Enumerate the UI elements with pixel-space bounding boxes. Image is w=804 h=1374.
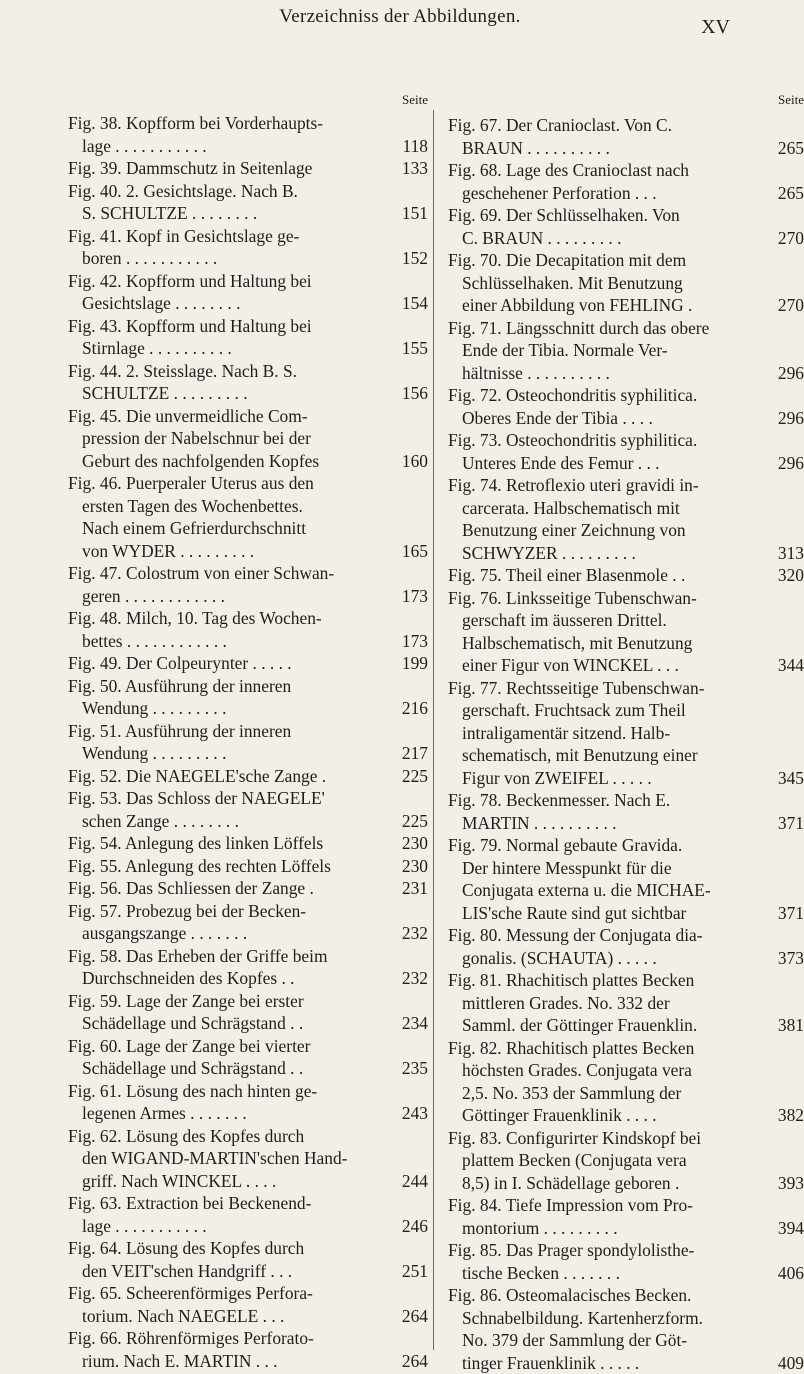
- entry-text-line: Fig. 69. Der Schlüsselhaken. Von: [448, 205, 680, 225]
- entry-text-line: geschehener Perforation . . .: [462, 182, 657, 203]
- entry-text-line: SCHULTZE . . . . . . . . .: [82, 383, 248, 403]
- figure-entry: [448, 924, 804, 969]
- entry-text-line: Fig. 51. Ausführung der inneren: [68, 720, 292, 741]
- entry-text-line: einer Abbildung von FEHLING .: [462, 295, 693, 315]
- entry-text-line: lage . . . . . . . . . . .: [82, 135, 207, 156]
- figure-entry: [68, 157, 428, 180]
- figure-entry: [68, 315, 428, 360]
- entry-text-line: Geburt des nachfolgenden Kopfes: [82, 450, 320, 471]
- figure-entry: [68, 607, 428, 652]
- entry-text-line: Fig. 56. Das Schliessen der Zange .: [68, 878, 314, 898]
- figure-entry: [448, 1037, 804, 1127]
- entry-text-line: Fig. 54. Anlegung des linken Löffels: [68, 833, 324, 853]
- figure-entry: [68, 787, 428, 832]
- entry-page-number: 165: [401, 540, 428, 561]
- figure-entry: [68, 1080, 428, 1125]
- entry-page-number: 243: [401, 1103, 428, 1123]
- entry-page-number: 251: [401, 1260, 428, 1281]
- entry-text-line: Samml. der Göttinger Frauenklin.: [462, 1015, 698, 1035]
- seite-label-right: Seite: [778, 92, 804, 107]
- entry-page-number: 160: [401, 450, 428, 471]
- entry-text-line: Fig. 57. Probezug bei der Becken-: [68, 900, 307, 921]
- entry-page-number: 232: [401, 923, 428, 943]
- figure-entry: [68, 1327, 428, 1372]
- figure-entry: [68, 270, 428, 315]
- figure-entry: [68, 765, 428, 788]
- entry-text-line: boren . . . . . . . . . . .: [82, 248, 218, 268]
- entry-text-line: gerschaft im äusseren Drittel.: [462, 610, 667, 630]
- entry-text-line: bettes . . . . . . . . . . . .: [82, 630, 227, 651]
- entry-text-line: Fig. 47. Colostrum von einer Schwan-: [68, 563, 335, 583]
- entry-text-line: gerschaft. Fruchtsack zum Theil: [462, 700, 686, 720]
- figure-entry: [448, 969, 804, 1037]
- entry-page-number: 371: [777, 902, 804, 923]
- entry-text-line: Fig. 86. Osteomalacisches Becken.: [448, 1285, 692, 1305]
- entry-text-line: SCHWYZER . . . . . . . . .: [462, 542, 636, 563]
- entry-page-number: 235: [401, 1058, 428, 1078]
- entry-text-line: Fig. 62. Lösung des Kopfes durch: [68, 1125, 305, 1146]
- entry-page-number: 133: [401, 158, 428, 178]
- entry-text-line: Fig. 85. Das Prager spondylolisthe-: [448, 1240, 695, 1260]
- figure-entry: [68, 855, 428, 878]
- right-column: [448, 92, 804, 1374]
- entry-text-line: Durchschneiden des Kopfes . .: [82, 968, 295, 988]
- entry-page-number: 393: [777, 1172, 804, 1193]
- figure-entry: [68, 832, 428, 855]
- figure-entry: [448, 1239, 804, 1284]
- entry-page-number: 313: [777, 542, 804, 563]
- entry-text-line: Fig. 38. Kopfform bei Vorderhaupts-: [68, 113, 324, 133]
- entry-text-line: lage . . . . . . . . . . .: [82, 1215, 207, 1236]
- entry-text-line: Schädellage und Schrägstand . .: [82, 1058, 304, 1078]
- entry-page-number: 265: [777, 182, 804, 203]
- entry-text-line: Unteres Ende des Femur . . .: [462, 452, 660, 473]
- entry-text-line: Gesichtslage . . . . . . . .: [82, 293, 241, 313]
- entry-text-line: ersten Tagen des Wochenbettes.: [82, 495, 303, 516]
- entry-page-number: 382: [777, 1105, 804, 1125]
- entry-page-number: 217: [401, 743, 428, 763]
- entry-text-line: Fig. 40. 2. Gesichtslage. Nach B.: [68, 180, 298, 201]
- entry-text-line: LIS'sche Raute sind gut sichtbar: [462, 902, 687, 923]
- entry-text-line: Fig. 78. Beckenmesser. Nach E.: [448, 790, 671, 810]
- entry-page-number: 156: [401, 383, 428, 403]
- figure-entry: [68, 562, 428, 607]
- entry-text-line: Fig. 64. Lösung des Kopfes durch: [68, 1238, 305, 1258]
- entry-page-number: 345: [777, 767, 804, 788]
- figure-entry: [448, 384, 804, 429]
- entry-text-line: S. SCHULTZE . . . . . . . .: [82, 203, 258, 223]
- entry-text-line: Fig. 48. Milch, 10. Tag des Wochen-: [68, 608, 322, 628]
- entry-text-line: einer Figur von WINCKEL . . .: [462, 655, 679, 675]
- entry-text-line: Fig. 77. Rechtsseitige Tubenschwan-: [448, 677, 705, 698]
- entry-text-line: BRAUN . . . . . . . . . .: [462, 137, 610, 158]
- entry-text-line: Fig. 59. Lage der Zange bei erster: [68, 990, 304, 1011]
- entry-page-number: 230: [401, 833, 428, 853]
- entry-page-number: 296: [777, 407, 804, 428]
- entry-text-line: Fig. 49. Der Colpeurynter . . . . .: [68, 653, 292, 673]
- entry-text-line: Fig. 81. Rhachitisch plattes Becken: [448, 970, 695, 990]
- entry-page-number: 155: [401, 338, 428, 358]
- entry-text-line: von WYDER . . . . . . . . .: [82, 540, 255, 561]
- entry-page-number: 371: [777, 812, 804, 833]
- page-number: XV: [701, 16, 730, 38]
- entry-text-line: MARTIN . . . . . . . . . .: [462, 812, 617, 833]
- entry-text-line: hältnisse . . . . . . . . . .: [462, 362, 610, 383]
- figure-entry: [448, 1194, 804, 1239]
- entry-page-number: 225: [401, 810, 428, 831]
- entry-text-line: Fig. 39. Dammschutz in Seitenlage: [68, 158, 313, 178]
- figure-entry: [68, 472, 428, 562]
- entry-text-line: plattem Becken (Conjugata vera: [462, 1150, 687, 1170]
- entry-text-line: Fig. 82. Rhachitisch plattes Becken: [448, 1037, 695, 1058]
- entry-text-line: Fig. 45. Die unvermeidliche Com-: [68, 405, 308, 426]
- entry-text-line: ausgangszange . . . . . . .: [82, 923, 248, 943]
- entry-text-line: Fig. 65. Scheerenförmiges Perfora-: [68, 1283, 313, 1303]
- entry-text-line: Fig. 76. Linksseitige Tubenschwan-: [448, 587, 697, 608]
- left-entry-list: [68, 112, 428, 1372]
- entry-text-line: Fig. 52. Die NAEGELE'sche Zange .: [68, 765, 327, 786]
- figure-entry: [68, 1035, 428, 1080]
- entry-text-line: intraligamentär sitzend. Halb-: [462, 722, 671, 743]
- entry-text-line: Conjugata externa u. die MICHAE-: [462, 880, 711, 900]
- entry-text-line: Fig. 73. Osteochondritis syphilitica.: [448, 430, 698, 450]
- entry-page-number: 264: [401, 1305, 428, 1326]
- entry-page-number: 199: [401, 653, 428, 673]
- entry-text-line: 8,5) in I. Schädellage geboren .: [462, 1172, 680, 1193]
- entry-text-line: Figur von ZWEIFEL . . . . .: [462, 767, 652, 788]
- entry-text-line: Fig. 43. Kopfform und Haltung bei: [68, 315, 312, 336]
- entry-page-number: 406: [777, 1262, 804, 1283]
- entry-text-line: Fig. 72. Osteochondritis syphilitica.: [448, 385, 698, 405]
- figure-entry: [68, 1282, 428, 1327]
- entry-text-line: mittleren Grades. No. 332 der: [462, 992, 670, 1013]
- entry-text-line: Fig. 67. Der Cranioclast. Von C.: [448, 115, 672, 135]
- figure-entry: [448, 204, 804, 249]
- entry-text-line: Fig. 42. Kopfform und Haltung bei: [68, 270, 312, 291]
- figure-entry: [448, 677, 804, 790]
- entry-text-line: Oberes Ende der Tibia . . . .: [462, 407, 653, 428]
- entry-page-number: 231: [401, 878, 428, 898]
- figure-entry: [68, 900, 428, 945]
- figure-entry: [68, 1237, 428, 1282]
- figure-entry: [68, 225, 428, 270]
- entry-text-line: 2,5. No. 353 der Sammlung der: [462, 1082, 682, 1103]
- figure-entry: [448, 564, 804, 587]
- entry-text-line: Stirnlage . . . . . . . . . .: [82, 338, 232, 358]
- entry-text-line: Benutzung einer Zeichnung von: [462, 520, 686, 540]
- entry-page-number: 216: [401, 698, 428, 718]
- entry-text-line: schematisch, mit Benutzung einer: [462, 745, 698, 765]
- entry-text-line: Der hintere Messpunkt für die: [462, 857, 672, 878]
- entry-text-line: Fig. 71. Längsschnitt durch das obere: [448, 317, 710, 338]
- figure-entry: [68, 112, 428, 157]
- entry-text-line: Fig. 79. Normal gebaute Gravida.: [448, 835, 683, 855]
- entry-page-number: 118: [402, 135, 428, 156]
- column-divider: [433, 110, 434, 1350]
- entry-text-line: Fig. 53. Das Schloss der NAEGELE': [68, 788, 325, 808]
- entry-text-line: rium. Nach E. MARTIN . . .: [82, 1350, 278, 1371]
- entry-text-line: Fig. 74. Retroflexio uteri gravidi in-: [448, 475, 699, 495]
- entry-text-line: torium. Nach NAEGELE . . .: [82, 1305, 285, 1326]
- entry-text-line: den VEIT'schen Handgriff . . .: [82, 1260, 293, 1281]
- figure-entry: [448, 474, 804, 564]
- entry-text-line: Fig. 84. Tiefe Impression vom Pro-: [448, 1195, 693, 1215]
- entry-text-line: Fig. 75. Theil einer Blasenmole . .: [448, 565, 686, 585]
- entry-text-line: Fig. 61. Lösung des nach hinten ge-: [68, 1080, 318, 1101]
- entry-page-number: 344: [777, 655, 804, 675]
- entry-text-line: Fig. 50. Ausführung der inneren: [68, 675, 292, 696]
- entry-text-line: No. 379 der Sammlung der Göt-: [462, 1330, 688, 1350]
- entry-page-number: 270: [777, 295, 804, 315]
- figure-entry: [448, 587, 804, 677]
- entry-text-line: Schädellage und Schrägstand . .: [82, 1013, 304, 1033]
- entry-text-line: schen Zange . . . . . . . .: [82, 810, 239, 831]
- running-title: Verzeichniss der Abbildungen.: [279, 6, 521, 27]
- entry-page-number: 320: [777, 565, 804, 585]
- entry-text-line: Wendung . . . . . . . . .: [82, 698, 227, 718]
- entry-page-number: 373: [777, 947, 804, 968]
- figure-entry: [68, 180, 428, 225]
- entry-page-number: 232: [401, 968, 428, 988]
- entry-text-line: Fig. 70. Die Decapitation mit dem: [448, 250, 687, 270]
- entry-page-number: 409: [777, 1352, 804, 1373]
- entry-page-number: 394: [777, 1217, 804, 1238]
- figure-entry: [68, 877, 428, 900]
- figure-entry: [448, 249, 804, 317]
- entry-text-line: pression der Nabelschnur bei der: [82, 428, 311, 448]
- entry-page-number: 296: [777, 362, 804, 383]
- entry-page-number: 296: [777, 452, 804, 473]
- figure-entry: [68, 1192, 428, 1237]
- figure-entry: [448, 1127, 804, 1195]
- entry-text-line: Fig. 58. Das Erheben der Griffe beim: [68, 945, 328, 966]
- entry-page-number: 265: [777, 137, 804, 158]
- entry-text-line: Fig. 46. Puerperaler Uterus aus den: [68, 473, 314, 493]
- entry-text-line: Wendung . . . . . . . . .: [82, 743, 227, 763]
- entry-text-line: Fig. 80. Messung der Conjugata dia-: [448, 925, 703, 945]
- entry-text-line: montorium . . . . . . . . .: [462, 1217, 618, 1238]
- entry-text-line: Halbschematisch, mit Benutzung: [462, 632, 693, 653]
- entry-text-line: höchsten Grades. Conjugata vera: [462, 1060, 692, 1080]
- entry-page-number: 264: [401, 1350, 428, 1371]
- entry-text-line: carcerata. Halbschematisch mit: [462, 497, 680, 518]
- entry-page-number: 173: [401, 630, 428, 651]
- figure-entry: [68, 1125, 428, 1193]
- entry-text-line: den WIGAND-MARTIN'schen Hand-: [82, 1148, 348, 1168]
- figure-entry: [68, 720, 428, 765]
- figure-entry: [68, 652, 428, 675]
- figure-entry: [68, 945, 428, 990]
- entry-page-number: 270: [777, 227, 804, 248]
- entry-text-line: Schlüsselhaken. Mit Benutzung: [462, 272, 683, 293]
- entry-text-line: Nach einem Gefrierdurchschnitt: [82, 518, 307, 538]
- entry-text-line: Fig. 55. Anlegung des rechten Löffels: [68, 855, 331, 876]
- right-entry-list: [448, 114, 804, 1374]
- entry-text-line: Fig. 44. 2. Steisslage. Nach B. S.: [68, 360, 297, 381]
- left-column: [68, 92, 428, 1372]
- figure-entry: [68, 675, 428, 720]
- entry-text-line: C. BRAUN . . . . . . . . .: [462, 227, 622, 248]
- page-header: [0, 6, 800, 42]
- entry-page-number: 154: [401, 293, 428, 313]
- entry-text-line: Fig. 83. Configurirter Kindskopf bei: [448, 1127, 702, 1148]
- figure-entry: [448, 114, 804, 159]
- figure-entry: [448, 1284, 804, 1374]
- entry-text-line: Fig. 41. Kopf in Gesichtslage ge-: [68, 225, 300, 246]
- figure-entry: [68, 990, 428, 1035]
- entry-text-line: tinger Frauenklinik . . . . .: [462, 1352, 640, 1373]
- entry-page-number: 225: [401, 765, 428, 786]
- entry-page-number: 173: [401, 585, 428, 606]
- figure-entry: [68, 360, 428, 405]
- seite-label-left: Seite: [402, 92, 428, 107]
- entry-page-number: 151: [401, 203, 428, 223]
- entry-page-number: 381: [777, 1015, 804, 1035]
- entry-page-number: 230: [401, 855, 428, 876]
- figure-entry: [448, 834, 804, 924]
- figure-entry: [448, 317, 804, 385]
- entry-text-line: Fig. 60. Lage der Zange bei vierter: [68, 1035, 311, 1056]
- figure-entry: [448, 429, 804, 474]
- entry-text-line: Schnabelbildung. Kartenherzform.: [462, 1307, 703, 1328]
- figure-entry: [68, 405, 428, 473]
- entry-page-number: 244: [401, 1170, 428, 1191]
- entry-page-number: 234: [401, 1013, 428, 1033]
- entry-text-line: legenen Armes . . . . . . .: [82, 1103, 247, 1123]
- entry-text-line: Fig. 63. Extraction bei Beckenend-: [68, 1193, 312, 1213]
- entry-text-line: Fig. 68. Lage des Cranioclast nach: [448, 160, 689, 180]
- entry-text-line: Göttinger Frauenklinik . . . .: [462, 1105, 657, 1125]
- figure-entry: [448, 159, 804, 204]
- entry-text-line: tische Becken . . . . . . .: [462, 1262, 620, 1283]
- entry-text-line: Ende der Tibia. Normale Ver-: [462, 340, 668, 360]
- entry-text-line: geren . . . . . . . . . . . .: [82, 585, 225, 606]
- entry-text-line: Fig. 66. Röhrenförmiges Perforato-: [68, 1328, 314, 1348]
- figure-entry: [448, 789, 804, 834]
- entry-page-number: 152: [401, 248, 428, 268]
- entry-page-number: 246: [401, 1215, 428, 1236]
- entry-text-line: gonalis. (SCHAUTA) . . . . .: [462, 947, 657, 968]
- entry-text-line: griff. Nach WINCKEL . . . .: [82, 1170, 277, 1191]
